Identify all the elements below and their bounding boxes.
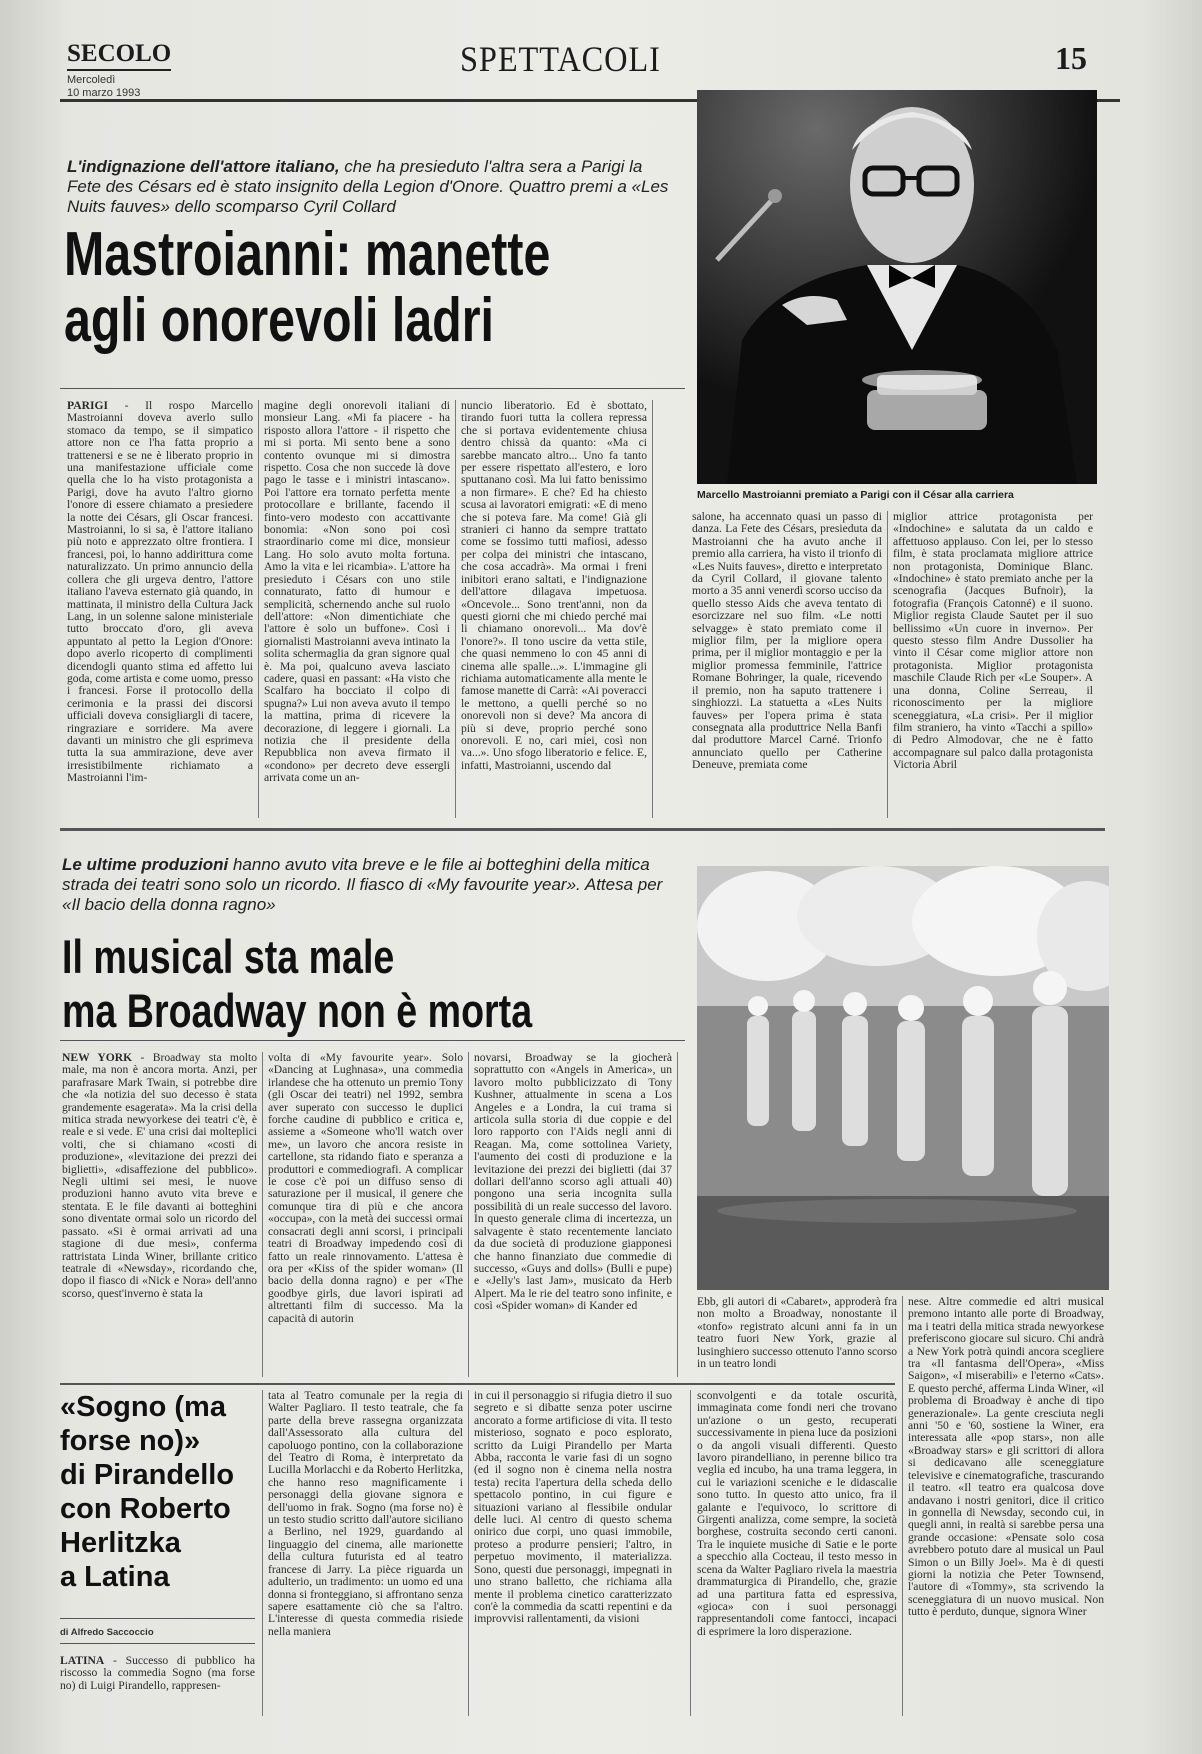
article3-byline: di Alfredo Saccoccio: [60, 1627, 154, 1638]
article2-column-3: novarsi, Broadway se la giocherà soprattutto con «Angels in America», un lavoro molto pubblicizzato di Tony Kushner, attualmente in scena a Los Angeles e a Londra, la cui trama si articola sulla storia di due coppie e del loro rapporto con l'Aids negli anni di Reagan. Ma, come sottolinea Variety, l'aumento dei costi di produzione e la levitazione dei prezzi dei biglietti (dai 37 dollari dell'anno scorso agli attuali 40) pongono una seria incognita sulla possibilità di un reale successo del lavoro. In questo generale clima di incertezza, un salvagente è stato recentemente lanciato da due società di produzione giapponesi che hanno finanziato due commedie di successo, «Guys and dolls» (Bulli e pupe) e «Jelly's last Jam», musicato da Herb Alpert. Ma le rie del teatro sono infinite, e così «Spider woman» di Kander ed: [474, 1052, 672, 1313]
article2-headline-line2: ma Broadway non è morta: [62, 984, 533, 1037]
article1-column-2: magine degli onorevoli italiani di monsieur Lang. «Mi fa piacere - ha risposto allora l'attore - il rispetto che mi si porta. Mi sento bene a sono contento ovunque mi si dimostra rispetto. Cosa che non succede là dove pago le tasse e i ministri intascano». Poi l'attore era tornato perfetta mente protocollare e brillante, facendo il finto-vero modesto con accattivante bonomia: «Non sono poi così straordinario come mi dice, monsieur Lang. Ho solo avuto molta fortuna. Amo la vita e lei ricambia». L'attore ha presieduto i Césars con uno stile connaturato, fatto di humour e semplicità, schernendo anche sul ruolo dell'attore: «Non dimentichiate che l'attore è solo un buffone». Così i giornalisti Mastroianni aveva intinato la solita schermaglia da gran signore qual è. Ma poi, qualcuno aveva lasciato cadere, quasi en passant: «Ha visto che Scalfaro ha bocciato il colpo di spugna?» Lui non aveva avuto il tempo la mattina, prima di ricevere la decorazione, di leggere i giornali. La notizia che il presidente della Repubblica non aveva firmato il «condono» per decreto deve essergli arrivata come un an-: [264, 400, 450, 785]
article1-column-1: [67, 400, 253, 818]
article3-column-1: [60, 1655, 255, 1715]
mastroianni-photo-caption: Marcello Mastroianni premiato a Parigi con il César alla carriera: [697, 489, 1014, 501]
article3-dateline: LATINA: [60, 1655, 105, 1667]
broadway-showgirls-photo-art: [697, 866, 1109, 1290]
article3-column-1-text: - Successo di pubblico ha riscosso la commedia Sogno (ma forse no) di Luigi Pirandello, rappresen-: [60, 1655, 255, 1692]
article1-headline-rule: [60, 388, 685, 389]
article3-headline-line4: con Roberto: [60, 1493, 231, 1525]
article1-headline: [64, 222, 550, 354]
article2-headline: [62, 930, 532, 1038]
article1-column-1-text: - Il rospo Marcello Mastroianni doveva averlo sullo stomaco da tempo, se il simpatico attore non ce l'ha fatta proprio a trattenersi e se ne è liberato proprio in una manifestazione ufficiale come quella che lo ha visto protagonista a Parigi, dove ha avuto l'altro giorno l'onore di essere chiamato a presiedere la notte dei Césars, gli Oscar francesi. Mastroianni, lo si sa, è l'attore italiano più noto e apprezzato oltre frontiera. I francesi, poi, lo hanno addirittura come naturalizzato. Un primo annuncio della collera che gli urgeva dentro, l'attore italiano l'aveva esternato già quando, in mattinata, il ministro della Cultura Jack Lang, in un solenne salone ministeriale tutto broccato d'oro, gli aveva appuntato al petto la Legion d'Onore: dopo averlo ricoperto di complimenti dicendogli quanto stima ed affetto lui goda, come artista e come uomo, presso i francesi. Forse il protocollo della cerimonia e la prassi dei discorsi ufficiali doveva consigliargli di tacere, ringraziare e sorridere. Ma avere davanti un ministro che gli esprimeva tutta la sua ammirazione, deve aver irresistibilmente richiamato a Mastroianni l'im-: [67, 400, 253, 785]
article3-headline-line1: «Sogno (ma: [60, 1391, 226, 1423]
article3-column-4: sconvolgenti e da totale oscurità, immaginata come fondi neri che trovano un'azione o un gesto, recuperati successivamente in piena luce da posizioni o da angoli visuali differenti. Questo lavoro pirandelliano, in perenne bilico tra veglia ed incubo, ha una trama leggera, in cui le variazioni sceniche e le didascalie sono tutto. In questo atto unico, fra il galante e l'equivoco, lo scrittore di Girgenti analizza, come sempre, la società borghese, costruita secondo certi canoni. Tra le inquiete musiche di Satie e le porte a specchio alla Cocteau, il testo messo in scena da Walter Pagliaro rivela la maestria drammaturgica di Pirandello, che, grazie ad una partitura fatta ed espressiva, «gioca» con i suoi personaggi rappresentandoli come fantocci, incapaci di esprimere la loro disperazione.: [697, 1390, 897, 1638]
article1-headline-line2: agli onorevoli ladri: [64, 286, 494, 355]
article1-dateline: PARIGI: [67, 400, 109, 412]
section-title: SPETTACOLI: [460, 39, 661, 79]
article2-kicker-lead: Le ultime produzioni: [62, 855, 229, 874]
article2-kicker: [62, 855, 682, 915]
article-separator: [60, 1383, 895, 1385]
article3-headline-line2: forse no)»: [60, 1425, 201, 1457]
byline-rule: [60, 1643, 255, 1644]
article3-headline: [60, 1390, 260, 1594]
article2-dateline: NEW YORK: [62, 1052, 133, 1064]
byline-rule: [60, 1618, 255, 1619]
article1-kicker: [67, 157, 677, 217]
article-separator: [60, 828, 1105, 831]
article1-kicker-lead: L'indignazione dell'attore italiano,: [67, 157, 340, 176]
issue-date-value: 10 marzo 1993: [67, 87, 141, 99]
article2-headline-line1: Il musical sta male: [62, 930, 395, 983]
article1-column-3: nuncio liberatorio. Ed è sbottato, tirando fuori tutta la collera repressa che si portava evidentemente chiusa dentro chissà da quanto: «Ma ci sarebbe mancato altro... Uno fa tanto per essere rispettato all'estero, e loro sputtanano così. Ma lui fatto benissimo a non firmare». E che? Ed ha chiesto scusa ai lavoratori emigrati: «E di meno che si poteva fare. Ma come! Già gli stranieri ci hanno da sempre trattato come se fossimo tutti mafiosi, adesso per colpa dei ministri che intascano, che cosa accadrà». Ma ormai i freni inibitori erano saltati, e l'indignazione dell'attore dilagava impetuosa. «Oncevole... Sono trent'anni, non da questi giorni che mi chiedo perché mai li chiamano onorevoli... Ma dov'è l'onore?». Il tono uscire da vetta stile, che quasi nemmeno lo con 45 anni di cinema alle spalle...». L'immagine gli richiama automaticamente alla mente le famose manette di Carrà: «Ai poveracci le mettono, a quelli perché so no onorevoli non si deve? Ma ancora di più si deve, proprio perché sono onorevoli. E no, cari miei, così non va...». Uno sfogo liberatorio e felice. E, infatti, Mastroianni, uscendo dal: [461, 400, 647, 772]
column-divider: [262, 1390, 263, 1716]
broadway-showgirls-photo: [697, 866, 1109, 1290]
article2-headline-rule: [60, 1040, 685, 1041]
column-divider: [887, 511, 888, 818]
mastroianni-photo: [697, 90, 1097, 484]
column-divider: [258, 400, 259, 818]
article2-column-1-text: - Broadway sta molto male, ma non è ancora morta. Anzi, per parafrasare Mark Twain, si potrebbe dire che «la notizia del suo decesso è stata grandemente esagerata». Ma la crisi della mitica strada newyorkese dei teatri c'è, è reale e si vede. E' una crisi dai molteplici volti, che si chiamano «costi di produzione», «levitazione dei prezzi dei biglietti», «disaffezione del pubblico». Negli ultimi sei mesi, le nuove produzioni hanno avuto vita breve e stentata. E le file davanti ai botteghini sono diventate ormai solo un ricordo del passato. «Si è ormai arrivati ad una stagione di due mesi», conferma rattristata Linda Winer, brillante critico teatrale di «Newsday», ricordando che, dopo il fiasco di «Nick e Nora» dell'anno scorso, quest'inverno è stata la: [62, 1052, 257, 1300]
column-divider: [468, 1390, 469, 1716]
article3-headline-line6: a Latina: [60, 1561, 170, 1593]
article1-kicker-rest: che ha presieduto l'altra sera a Parigi la Fete des Césars ed è stato insignito della Legion d'Onore. Quattro premi a «Les Nuits fauves» dello scomparso Cyril Collard: [67, 157, 669, 216]
issue-day: Mercoledì: [67, 74, 116, 86]
article2-column-2: volta di «My favourite year». Solo «Dancing at Lughnasa», una commedia irlandese che ha ottenuto un premio Tony (gli Oscar dei teatri) nel 1992, sembra aver superato con successo le duplici forche caudine di pubblico e critica e, assieme a «Someone who'll watch over me», un lavoro che ancora resiste in cartellone, sta ridando fiato e speranza a produttori e commediografi. A complicar le cose c'è poi un diffuso senso di saturazione per il musical, il genere che comunque tira di più e che ancora «occupa», con la metà dei successi ormai consacrati degli anni scorsi, i principali teatri di Broadway impedendo così di fatto un reale rinnovamento. L'attesa è ora per «Kiss of the spider woman» (Il bacio della donna ragno) e per «The goodbye girls, due lavori ispirati ad altrettanti film di successo. Ma la capacità di autorin: [268, 1052, 463, 1325]
issue-date: [67, 74, 187, 100]
article3-column-2: tata al Teatro comunale per la regia di Walter Pagliaro. Il testo teatrale, che fa parte della breve rassegna organizzata dall'Assessorato alla cultura del capoluogo pontino, con la collaborazione del Teatro di Roma, è interpretato da Lucilla Morlacchi e da Roberto Herlitzka, che hanno reso magnificamente i personaggi della giovane signora e dell'uomo in frak. Sogno (ma forse no) è un testo studio scritto dall'autore siciliano a Berlino, nel 1929, guardando al linguaggio del cinema, alle marionette della cultura futurista ed al teatro francese di Jarry. La pièce riguarda un adulterio, un tradimento: un uomo ed una donna si fronteggiano, si affrontano senza sapere esattamente ciò che sa l'altro. L'interesse di questa commedia risiede nella maniera: [268, 1390, 463, 1638]
article1-headline-line1: Mastroianni: manette: [64, 220, 551, 289]
article1-column-5: miglior attrice protagonista per «Indochine» e salutata da un caldo e affettuoso applauso. Con lei, per lo stesso film, è stata proclamata migliore attrice non protagonista, Dominique Blanc. «Indochine» è stato premiato anche per la scenografia (Jacques Bufnoir), la fotografia (François Catonné) e il suono. Miglior regista Claude Sautet per il suo bellissimo «Un cuore in inverno». Per questo stesso film Andre Dussolier ha vinto il César come miglior attore non protagonista. Miglior protagonista maschile Claude Rich per «Le Souper». A una donna, Coline Serreau, il riconoscimento per la migliore sceneggiatura, «La crisi». Per il miglior film straniero, ha vinto «Tacchi a spillo» di Pedro Almodovar, che ne è fatto accompagnare sul palco dalla protagonista Victoria Abril: [893, 511, 1093, 772]
article1-column-4: salone, ha accennato quasi un passo di danza. La Fete des Césars, presieduta da Mastroianni che ha avuto anche il premio alla carriera, ha visto il trionfo di «Les Nuits fauves», diretto e interpretato da Cyril Collard, il giovane talento morto a 35 anni venerdì scorso ucciso da quello stesso Aids che aveva tentato di esorcizzare nel suo film. «Le notti selvagge» è stato premiato come il miglior film, per la migliore opera prima, per il miglior montaggio e per la miglior promessa femminile, l'attrice Romane Bohringer, la quale, ricevendo il premio, non ha saputo trattenere i singhiozzi. La statuetta a «Les Nuits fauves» per l'opera prima è stata consegnata alla produttrice Nella Banfi dal produttore Marcel Carné. Trionfo annunciato quello per Catherine Deneuve, premiata come: [692, 511, 882, 772]
article3-headline-line5: Herlitzka: [60, 1527, 181, 1559]
column-divider: [262, 1052, 263, 1377]
column-divider: [690, 1390, 691, 1716]
mastroianni-photo-art: [697, 90, 1097, 484]
column-divider: [902, 1296, 903, 1716]
article3-column-3: in cui il personaggio si rifugia dietro il suo segreto e si dibatte senza poter uscirne ancorato a forme artificiose di vita. Il testo misterioso, sognato e poco esplorato, scritto da Luigi Pirandello per Marta Abba, racconta le varie fasi di un sogno (ed il sogno non è cinema nella nostra testa) recita l'apertura della scheda dello spettacolo pontino, in cui figure e situazioni variano al flessibile ondular delle luci. Al centro di questo schema onirico due corpi, uno quasi immobile, proteso a produrre pensieri; l'altro, in perpetuo movimento, il materializza. Sono, questi due personaggi, impegnati in uno strano balletto, che richiama alla mente il problema cinetico caratterizzato con'è la commedia da scatti repentini e da improvvisi rallentamenti, da visioni: [474, 1390, 672, 1626]
article2-kicker-rest: hanno avuto vita breve e le file ai botteghini della mitica strada dei teatri sono solo un ricordo. Il fiasco di «My favourite year». Attesa per «Il bacio della donna ragno»: [62, 855, 663, 914]
article2-column-5: nese. Altre commedie ed altri musical premono intanto alle porte di Broadway, ma i teatri della mitica strada newyorkese preferiscono giocare sul sicuro. Chi andrà a New York potrà quindi ancora scegliere tra «Il fantasma dell'Opera», «Miss Saigon», «I miserabili» e l'eterno «Cats». E questo perché, afferma Linda Winer, «il problema di Broadway è anche di tipo generazionale». La gente cresciuta negli anni '50 e '60, sostiene la Winer, era interessata alle «pop stars», non alle «Broadway stars» e gli scrittori di allora si dedicavano alle sceneggiature televisive e cinematografiche, trascurando il teatro. «Il teatro era qualcosa dove andavano i nostri genitori, dice il critico in gonnella di Newsday, secondo cui, in quegli anni, in realtà si sarebbe persa una grande occasione: «Pensate solo cosa avrebbero potuto dare al musical un Paul Simon o un Billy Joel». Ma è di questi giorni la notizia che Peter Townsend, l'autore di «Tommy», sta scrivendo la sceneggiatura di un nuovo musical. Non tutto è perduto, dunque, signora Winer: [908, 1296, 1104, 1619]
newspaper-logo: SECOLO: [67, 40, 172, 67]
column-divider: [468, 1052, 469, 1377]
article2-column-1: [62, 1052, 257, 1377]
page-number: 15: [1055, 40, 1087, 76]
column-divider: [455, 400, 456, 818]
article3-headline-line3: di Pirandello: [60, 1459, 235, 1491]
column-divider: [652, 400, 653, 818]
column-divider: [677, 1052, 678, 1377]
article2-column-4: Ebb, gli autori di «Cabaret», approderà fra non molto a Broadway, nonostante il «tonfo» registrato alcuni anni fa in un teatro fuori New York, grazie al lusinghiero successo ottenuto l'anno scorso in un teatro londi: [697, 1296, 897, 1371]
